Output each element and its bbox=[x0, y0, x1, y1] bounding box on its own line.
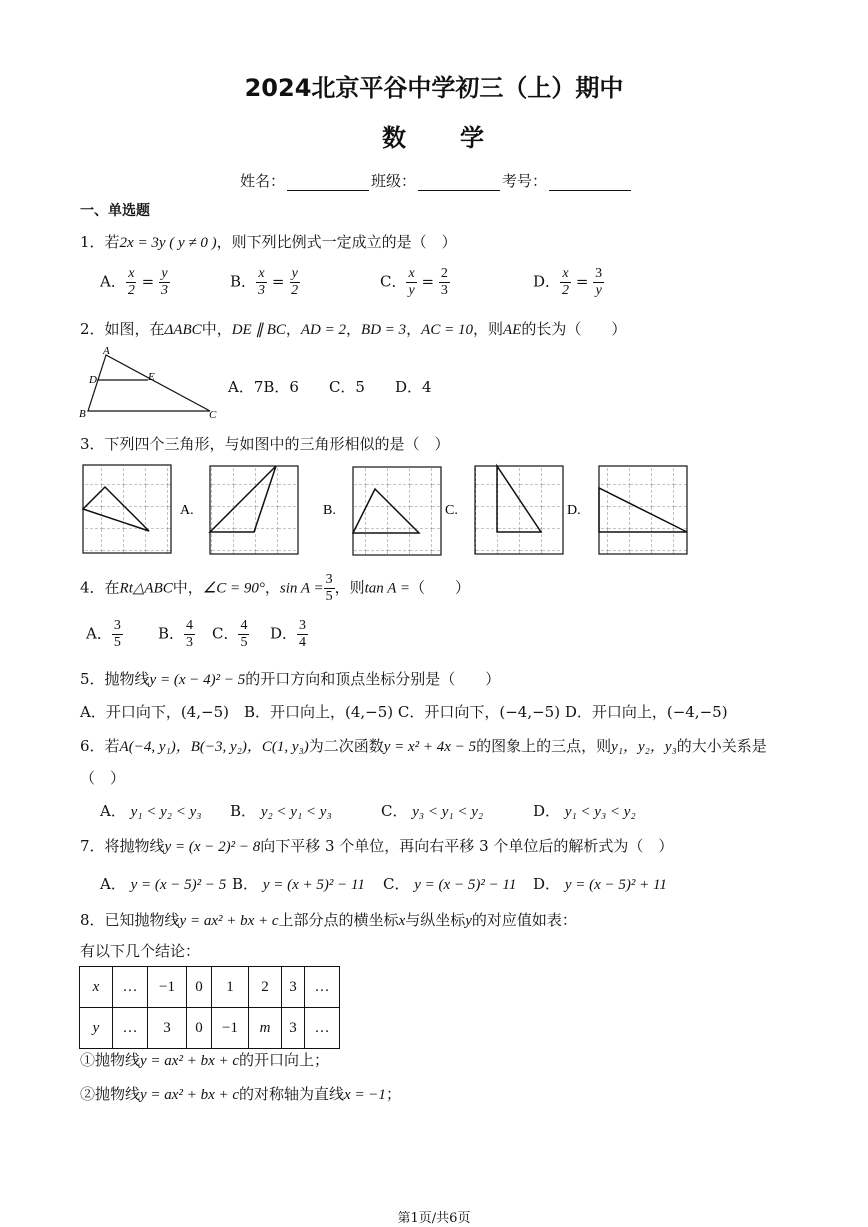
option-expr: y = (x − 5)² − 5 bbox=[130, 877, 227, 893]
q7-expr: y = (x − 2)² − 8 bbox=[164, 839, 261, 855]
frac-den: 3 bbox=[440, 283, 448, 298]
sep: ， bbox=[346, 320, 362, 338]
frac-num: x bbox=[128, 266, 135, 281]
q2-cond: AD = 2 bbox=[300, 322, 347, 338]
table-cell: 2 bbox=[249, 967, 282, 1008]
frac-num: 3 bbox=[595, 266, 603, 281]
option-label: A． bbox=[100, 802, 126, 820]
option-label: D． bbox=[533, 272, 561, 291]
table-cell: m bbox=[249, 1008, 282, 1049]
q4-option-b[interactable] bbox=[158, 618, 195, 651]
q8-y: y bbox=[465, 913, 472, 929]
option-label: D． bbox=[533, 875, 561, 893]
q4-text: （ ） bbox=[410, 578, 471, 597]
exam-no-blank[interactable] bbox=[549, 176, 631, 191]
option-label: D． bbox=[533, 802, 561, 820]
frac-num: x bbox=[408, 266, 415, 281]
question-4 bbox=[80, 572, 470, 605]
q2-text: 2．如图，在 bbox=[80, 320, 165, 338]
table-row bbox=[80, 1008, 340, 1049]
q6-text: 6．若 bbox=[80, 737, 120, 755]
q5-text: 5．抛物线 bbox=[80, 670, 150, 688]
table-cell: … bbox=[305, 967, 340, 1008]
frac-den: y bbox=[595, 283, 602, 298]
q5-expr: y = (x − 4)² − 5 bbox=[149, 672, 246, 688]
option-a-grid[interactable] bbox=[210, 466, 298, 554]
name-blank[interactable] bbox=[287, 176, 369, 191]
q7-options bbox=[100, 873, 700, 895]
q2-text: 的长为（ ） bbox=[521, 320, 627, 338]
q6-option-b[interactable] bbox=[230, 800, 332, 821]
q6-options bbox=[100, 800, 660, 822]
option-label: C． bbox=[383, 875, 410, 893]
frac-num: 2 bbox=[440, 266, 448, 281]
reference-triangle-grid bbox=[83, 465, 171, 553]
q8-intro: 有以下几个结论： bbox=[80, 942, 201, 960]
q2-triangle: ΔABC bbox=[164, 322, 202, 338]
frac-den: 2 bbox=[562, 283, 570, 298]
frac-den: 5 bbox=[325, 589, 333, 604]
q4-options bbox=[86, 618, 346, 658]
subject-title: 数 学 bbox=[382, 124, 486, 152]
q7-option-b[interactable] bbox=[232, 873, 365, 894]
q2-cond: DE ∥ BC bbox=[231, 322, 286, 338]
fig-label-a: A bbox=[103, 345, 110, 357]
q4-angle: ∠C = 90° bbox=[202, 580, 265, 597]
conclusion-text: 的对称轴为直线 bbox=[239, 1085, 345, 1103]
q7-option-d[interactable] bbox=[533, 873, 667, 894]
q4-option-a[interactable] bbox=[86, 618, 123, 651]
option-label: D． bbox=[270, 624, 298, 643]
option-label: B． bbox=[232, 875, 259, 893]
option-expr: y = (x + 5)² − 11 bbox=[262, 877, 365, 893]
q8-conclusion-2 bbox=[80, 1083, 401, 1104]
fig-label-b: B bbox=[79, 408, 86, 420]
option-expr: y₁ < y₂ < y₃ bbox=[130, 804, 202, 820]
option-expr: y₃ < y₁ < y₂ bbox=[412, 804, 484, 820]
option-label: B． bbox=[230, 802, 257, 820]
table-cell: −1 bbox=[212, 1008, 249, 1049]
q8-value-table bbox=[79, 966, 340, 1049]
q7-text: 7．将抛物线 bbox=[80, 837, 165, 855]
page-footer: 第1页/共6页 bbox=[397, 1211, 471, 1226]
sep: ， bbox=[406, 320, 422, 338]
option-label: C． bbox=[212, 624, 239, 643]
option-expr: y₂ < y₁ < y₃ bbox=[260, 804, 332, 820]
frac-num: 4 bbox=[240, 618, 248, 633]
conclusion-line: x = −1 bbox=[344, 1087, 386, 1103]
q4-sin: sin A = bbox=[279, 580, 324, 597]
table-cell: 3 bbox=[148, 1008, 187, 1049]
table-cell: −1 bbox=[148, 967, 187, 1008]
q1-option-b[interactable] bbox=[230, 266, 300, 299]
q8-text: 8．已知抛物线 bbox=[80, 911, 180, 929]
question-1 bbox=[80, 231, 457, 252]
conclusion-expr: y = ax² + bx + c bbox=[140, 1053, 240, 1069]
q2-cond: BD = 3 bbox=[361, 322, 407, 338]
q8-text: 与纵坐标 bbox=[405, 911, 466, 929]
conclusion-text: ②抛物线 bbox=[80, 1085, 141, 1103]
table-cell: … bbox=[113, 1008, 148, 1049]
q6-points: A(−4, y₁)，B(−3, y₂)，C(1, y₃) bbox=[119, 739, 309, 755]
q8-text: 上部分点的横坐标 bbox=[278, 911, 399, 929]
q4-triangle: Rt△ABC bbox=[119, 580, 173, 597]
eq: = bbox=[271, 272, 285, 291]
fig-label-e: E bbox=[148, 371, 155, 383]
fig-label-c: C bbox=[209, 409, 217, 421]
q6-text: 的大小关系是 bbox=[676, 737, 767, 755]
q4-option-c[interactable] bbox=[212, 618, 249, 651]
question-6 bbox=[80, 735, 767, 756]
eq: = bbox=[141, 272, 155, 291]
class-label: 班级： bbox=[371, 172, 417, 190]
frac-den: 5 bbox=[240, 635, 248, 650]
table-cell: 0 bbox=[187, 967, 212, 1008]
option-a-label: A. bbox=[180, 503, 194, 518]
q8-x: x bbox=[398, 913, 406, 929]
question-2 bbox=[80, 318, 626, 339]
table-row bbox=[80, 967, 340, 1008]
q6-option-c[interactable] bbox=[381, 800, 483, 821]
option-label: C． bbox=[381, 802, 408, 820]
page-title: 2024北京平谷中学初三（上）期中 bbox=[244, 74, 624, 102]
option-label: A． bbox=[100, 875, 126, 893]
q1-option-c[interactable] bbox=[380, 266, 450, 299]
table-cell: y bbox=[80, 1008, 113, 1049]
conclusion-text: 的开口向上； bbox=[239, 1051, 330, 1069]
table-cell: 3 bbox=[282, 967, 305, 1008]
q4-tan: tan A = bbox=[364, 580, 411, 597]
frac-den: 3 bbox=[160, 283, 168, 298]
q4-text: 4．在 bbox=[80, 578, 120, 597]
option-expr: y = (x − 5)² − 11 bbox=[414, 877, 517, 893]
q8-conclusion-1 bbox=[80, 1049, 329, 1070]
option-d-grid[interactable] bbox=[599, 466, 687, 554]
q1-expr: 2x = 3y ( y ≠ 0 ) bbox=[119, 235, 217, 251]
q1-suffix: ，则下列比例式一定成立的是（ ） bbox=[216, 233, 457, 251]
frac-den: 3 bbox=[258, 283, 266, 298]
frac-num: x bbox=[562, 266, 569, 281]
frac-den: 3 bbox=[186, 635, 194, 650]
conclusion-expr: y = ax² + bx + c bbox=[140, 1087, 240, 1103]
q1-options bbox=[100, 266, 660, 306]
option-b-label: B. bbox=[323, 503, 336, 518]
q7-text: 向下平移 3 个单位，再向右平移 3 个单位后的解析式为（ ） bbox=[260, 837, 674, 855]
q6-option-d[interactable] bbox=[533, 800, 636, 821]
table-cell: … bbox=[305, 1008, 340, 1049]
option-expr: y = (x − 5)² + 11 bbox=[564, 877, 667, 893]
q7-option-c[interactable] bbox=[383, 873, 516, 894]
frac-num: 3 bbox=[325, 572, 333, 587]
table-cell: … bbox=[113, 967, 148, 1008]
q6-option-a[interactable] bbox=[100, 800, 202, 821]
option-expr: y₁ < y₃ < y₂ bbox=[564, 804, 636, 820]
frac-num: y bbox=[161, 266, 168, 281]
table-cell: 1 bbox=[212, 967, 249, 1008]
q6-func: y = x² + 4x − 5 bbox=[383, 739, 477, 755]
q2-text: 中， bbox=[201, 320, 232, 338]
option-c-grid[interactable] bbox=[475, 466, 563, 554]
q2-options[interactable]: A．7B．6 C．5 D．4 bbox=[228, 378, 432, 396]
frac-num: 3 bbox=[299, 618, 307, 633]
q8-text: 的对应值如表： bbox=[471, 911, 577, 929]
q2-cond: AC = 10 bbox=[421, 322, 473, 338]
conclusion-text: ； bbox=[385, 1085, 401, 1103]
table-cell: 0 bbox=[187, 1008, 212, 1049]
frac-den: 4 bbox=[299, 635, 307, 650]
triangle-figure bbox=[78, 345, 223, 421]
section-heading: 一、单选题 bbox=[80, 203, 150, 219]
q3-figures bbox=[80, 463, 692, 557]
sep: ， bbox=[264, 578, 280, 597]
q7-option-a[interactable] bbox=[100, 873, 226, 894]
question-7 bbox=[80, 835, 673, 856]
q5-text: 的开口方向和顶点坐标分别是（ ） bbox=[245, 670, 501, 688]
q2-text: ，则 bbox=[472, 320, 503, 338]
option-d-label: D. bbox=[567, 503, 581, 518]
eq: = bbox=[421, 272, 435, 291]
q6-paren: （ ） bbox=[80, 769, 126, 787]
option-label: A． bbox=[86, 624, 112, 643]
frac-den: y bbox=[408, 283, 415, 298]
option-label: B． bbox=[230, 272, 257, 291]
student-info-row bbox=[240, 170, 633, 191]
q4-text: 中， bbox=[172, 578, 203, 597]
conclusion-text: ①抛物线 bbox=[80, 1051, 141, 1069]
q4-text: ，则 bbox=[334, 578, 365, 597]
sep: ， bbox=[285, 320, 301, 338]
frac-den: 2 bbox=[127, 283, 135, 298]
q6-text: 的图象上的三点，则 bbox=[476, 737, 612, 755]
table-cell: x bbox=[80, 967, 113, 1008]
option-c-label: C. bbox=[445, 503, 458, 518]
question-3: 3．下列四个三角形，与如图中的三角形相似的是（ ） bbox=[80, 435, 450, 453]
option-label: A． bbox=[100, 272, 126, 291]
q1-option-a[interactable] bbox=[100, 266, 170, 299]
frac-num: 4 bbox=[186, 618, 194, 633]
table-cell: 3 bbox=[282, 1008, 305, 1049]
exam-no-label: 考号： bbox=[502, 172, 548, 190]
q1-option-d[interactable] bbox=[533, 266, 604, 299]
q8-expr: y = ax² + bx + c bbox=[179, 913, 279, 929]
fig-label-d: D bbox=[89, 374, 97, 386]
frac-den: 2 bbox=[291, 283, 299, 298]
class-blank[interactable] bbox=[418, 176, 500, 191]
frac-num: 3 bbox=[113, 618, 121, 633]
question-5 bbox=[80, 668, 500, 689]
q6-vars: y₁，y₂，y₃ bbox=[611, 739, 677, 755]
q2-ae: AE bbox=[502, 322, 522, 338]
question-8 bbox=[80, 909, 577, 930]
q6-text: 为二次函数 bbox=[308, 737, 384, 755]
q1-prefix: 1．若 bbox=[80, 233, 120, 251]
frac-den: 5 bbox=[113, 635, 121, 650]
option-b-grid[interactable] bbox=[353, 467, 441, 555]
q4-option-d[interactable] bbox=[270, 618, 308, 651]
frac-num: y bbox=[291, 266, 298, 281]
option-label: C． bbox=[380, 272, 407, 291]
eq: = bbox=[575, 272, 589, 291]
option-label: B． bbox=[158, 624, 185, 643]
frac-num: x bbox=[258, 266, 265, 281]
q5-options[interactable]: A．开口向下，(4,−5) B．开口向上，(4,−5) C．开口向下，(−4,−5) D．开口向上，(−4,−5) bbox=[80, 703, 728, 721]
name-label: 姓名： bbox=[240, 172, 286, 190]
